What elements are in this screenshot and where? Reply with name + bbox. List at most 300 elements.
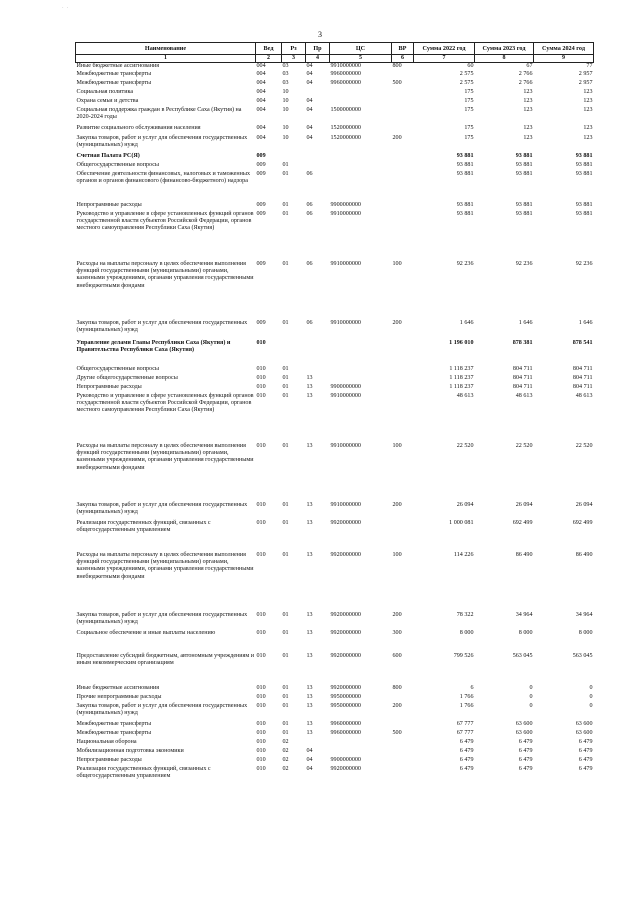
row-sum-2023: 48 613 [515,392,533,399]
row-pr: 13 [306,374,313,381]
row-rz: 10 [282,88,289,95]
col-header-cs: ЦС [330,43,392,55]
row-name: Непрограммные расходы [76,201,142,208]
row-vr: 200 [392,702,402,709]
row-ved: 009 [256,260,266,267]
row-rz: 02 [282,756,289,763]
row-rz: 02 [282,765,289,772]
row-rz: 01 [282,201,289,208]
row-ved: 010 [256,611,266,618]
row-pr: 06 [306,260,313,267]
row-vr: 500 [392,729,402,736]
row-pr [306,162,330,171]
row-cs: 9920000000 [330,765,361,772]
row-sum-2024: 93 881 [575,170,593,177]
row-sum-2023: 123 [523,124,533,131]
row-sum-2024: 0 [589,702,593,709]
table-row [76,653,594,685]
row-sum-2024: 92 236 [575,260,593,267]
col-number: 2 [256,55,282,63]
table-row [76,703,594,721]
row-sum-2022: 67 777 [456,720,474,727]
row-ved: 010 [256,765,266,772]
table-row [76,721,594,730]
row-rz: 01 [282,702,289,709]
row-ved: 010 [256,729,266,736]
col-number: 5 [330,55,392,63]
row-ved: 004 [256,124,266,131]
row-sum-2024: 93 881 [575,152,593,159]
row-sum-2024: 692 499 [572,519,593,526]
row-sum-2022: 1 196 010 [449,339,474,346]
row-sum-2024: 6 479 [578,756,593,763]
row-sum-2022: 60 [467,63,474,70]
row-pr: 13 [306,729,313,736]
row-sum-2022: 799 526 [453,652,474,659]
row-vr: 800 [392,684,402,691]
row-name: Иные бюджетные ассигнования [76,684,160,691]
row-sum-2024: 123 [583,134,593,141]
row-ved: 004 [256,97,266,104]
row-rz: 01 [282,365,289,372]
row-sum-2022: 175 [464,88,474,95]
row-sum-2022: 6 479 [459,756,474,763]
row-name: Реализация государственных функций, связанных с общегосударственным управлением [76,519,211,534]
row-sum-2023: 0 [529,702,533,709]
row-cs: 9910000000 [330,392,361,399]
row-sum-2022: 93 881 [456,210,474,217]
row-ved: 009 [256,161,266,168]
row-cs: 9910000000 [330,501,361,508]
row-name: Руководство и управление в сфере установленных функций органов государственной власти субъектов Российской Федерации, органов местного самоуправления Республики Саха (Якутия) [76,392,254,414]
row-name: Межбюджетные трансферты [76,720,152,727]
row-sum-2022: 6 [470,684,474,691]
col-header-vr: ВР [392,43,414,55]
col-number: 1 [76,55,256,63]
row-pr: 04 [306,134,313,141]
row-cs: 9950000000 [330,702,361,709]
row-name: Руководство и управление в сфере установленных функций органов государственной власти субъектов Российской Федерации, органов местного самоуправления Республики Саха (Якутия) [76,210,254,232]
row-vr [392,520,414,552]
row-ved: 010 [256,442,266,449]
row-vr [392,153,414,162]
table-row [76,366,594,375]
row-sum-2024: 123 [583,97,593,104]
row-vr [392,202,414,211]
row-cs: 9960000000 [330,70,361,77]
row-name: Межбюджетные трансферты [76,70,152,77]
row-sum-2023: 6 479 [518,756,533,763]
row-vr [392,384,414,393]
row-ved: 010 [256,738,266,745]
row-sum-2022: 175 [464,106,474,113]
row-sum-2023: 878 381 [512,339,533,346]
table-body [76,63,594,784]
row-name: Предоставление субсидий бюджетным, автономным учреждениям и иным некоммерческим организациям [76,652,255,667]
row-sum-2022: 78 322 [456,611,474,618]
row-vr: 200 [392,611,402,618]
table-row [76,757,594,766]
row-name: Иные бюджетные ассигнования [76,63,160,70]
row-sum-2023: 93 881 [515,201,533,208]
row-ved: 010 [256,374,266,381]
table-row [76,261,594,320]
row-pr: 13 [306,551,313,558]
row-sum-2024: 123 [583,124,593,131]
row-rz: 01 [282,501,289,508]
row-name: Непрограммные расходы [76,756,142,763]
row-vr: 200 [392,134,402,141]
row-rz: 01 [282,260,289,267]
row-vr: 100 [392,551,402,558]
table-row [76,375,594,384]
row-pr [306,89,330,98]
row-sum-2022: 175 [464,97,474,104]
row-sum-2023: 93 881 [515,152,533,159]
row-pr: 04 [306,97,313,104]
row-ved: 009 [256,319,266,326]
row-name: Расходы на выплаты персоналу в целях обеспечения выполнения функций государственными (муниципальными) органами, казенными учреждениями, органами управления государственными внебюджетными фондами [76,442,254,471]
table-row [76,107,594,125]
row-name: Закупка товаров, работ и услуг для обеспечения государственных (муниципальных) нужд [76,702,248,717]
row-sum-2023: 67 [526,63,533,70]
row-pr: 04 [306,63,313,70]
row-name: Развитие социального обслуживания населения [76,124,201,131]
row-rz: 01 [282,319,289,326]
row-sum-2022: 175 [464,134,474,141]
row-cs: 9900000000 [330,201,361,208]
table-row [76,739,594,748]
row-sum-2022: 93 881 [456,201,474,208]
row-vr: 200 [392,501,402,508]
row-rz: 02 [282,738,289,745]
row-vr [392,171,414,202]
row-rz [282,340,306,366]
row-name: Реализация государственных функций, связанных с общегосударственным управлением [76,765,211,780]
table-row [76,320,594,340]
row-pr: 13 [306,501,313,508]
row-name: Закупка товаров, работ и услуг для обеспечения государственных (муниципальных) нужд [76,319,248,334]
row-cs [330,340,392,366]
row-pr: 13 [306,442,313,449]
table-row [76,340,594,366]
row-rz: 01 [282,629,289,636]
row-rz: 10 [282,124,289,131]
row-sum-2022: 92 236 [456,260,474,267]
row-sum-2024: 93 881 [575,210,593,217]
row-vr [392,375,414,384]
col-header-sum-2022: Сумма 2022 год [414,43,475,55]
row-name: Счетная Палата РС(Я) [76,152,140,159]
row-pr: 04 [306,124,313,131]
row-cs: 9910000000 [330,260,361,267]
row-vr [392,89,414,98]
table-row [76,171,594,202]
table-row [76,502,594,520]
col-header-sum-2023: Сумма 2023 год [475,43,534,55]
row-rz: 01 [282,161,289,168]
row-sum-2022: 8 000 [459,629,474,636]
row-sum-2024: 93 881 [575,201,593,208]
row-sum-2024: 2 957 [578,79,593,86]
row-name: Расходы на выплаты персоналу в целях обеспечения выполнения функций государственными (муниципальными) органами, казенными учреждениями, органами управления государственными внебюджетными фондами [76,551,254,580]
col-number: 7 [414,55,475,63]
row-pr: 13 [306,611,313,618]
row-pr: 06 [306,210,313,217]
row-sum-2023: 92 236 [515,260,533,267]
row-sum-2023: 2 766 [518,70,533,77]
col-header-pr: Пр [306,43,330,55]
row-sum-2022: 1 118 237 [449,365,474,372]
row-pr [306,739,330,748]
table-row [76,612,594,630]
row-vr [392,125,414,135]
row-ved: 009 [256,152,266,159]
row-cs: 1500000000 [330,106,361,113]
row-ved: 010 [256,501,266,508]
row-vr [392,71,414,80]
row-sum-2024: 123 [583,106,593,113]
row-name: Общегосударственные вопросы [76,365,160,372]
row-sum-2022: 2 575 [459,79,474,86]
row-pr: 04 [306,79,313,86]
row-sum-2023: 6 479 [518,738,533,745]
row-sum-2024: 8 000 [578,629,593,636]
row-sum-2024: 804 711 [572,365,593,372]
row-ved: 004 [256,88,266,95]
row-sum-2022: 1 646 [459,319,474,326]
row-sum-2023: 0 [529,693,533,700]
row-cs: 9910000000 [330,210,361,217]
row-rz: 01 [282,519,289,526]
row-vr [392,694,414,703]
scan-corner-mark: · · [62,6,70,11]
row-sum-2024: 48 613 [575,392,593,399]
row-sum-2023: 563 045 [512,652,533,659]
row-pr: 13 [306,720,313,727]
row-sum-2022: 1 118 237 [449,383,474,390]
row-sum-2022: 1 766 [459,693,474,700]
row-rz: 01 [282,693,289,700]
row-cs: 9920000000 [330,611,361,618]
table-row [76,552,594,612]
col-header-rz: Рз [282,43,306,55]
row-sum-2024: 123 [583,88,593,95]
table-row [76,71,594,80]
row-name: Охрана семьи и детства [76,97,139,104]
row-vr [392,739,414,748]
row-cs [330,748,392,757]
col-number: 9 [534,55,594,63]
row-vr [392,107,414,125]
row-ved: 004 [256,79,266,86]
row-sum-2024: 0 [589,693,593,700]
table-row [76,748,594,757]
row-name: Межбюджетные трансферты [76,729,152,736]
row-rz: 03 [282,63,289,70]
row-sum-2024: 804 711 [572,383,593,390]
row-pr [306,366,330,375]
table-row [76,80,594,89]
row-pr: 13 [306,629,313,636]
row-sum-2024: 63 600 [575,729,593,736]
row-rz: 10 [282,97,289,104]
row-pr: 06 [306,201,313,208]
row-sum-2023: 123 [523,97,533,104]
row-ved: 010 [256,684,266,691]
row-rz: 01 [282,374,289,381]
row-sum-2024: 22 520 [575,442,593,449]
row-name: Социальная политика [76,88,134,95]
row-vr [392,340,414,366]
row-sum-2023: 93 881 [515,170,533,177]
row-name: Управление делами Главы Республики Саха (Якутия) и Правительства Республики Саха (Якутия) [76,339,231,354]
row-sum-2024: 6 479 [578,747,593,754]
row-name: Другие общегосударственные вопросы [76,374,178,381]
row-pr: 04 [306,765,313,772]
col-header-name: Наименование [76,43,256,55]
row-sum-2023: 8 000 [518,629,533,636]
row-pr: 04 [306,756,313,763]
row-name: Закупка товаров, работ и услуг для обеспечения государственных (муниципальных) нужд [76,134,248,149]
row-sum-2023: 26 094 [515,501,533,508]
row-pr: 06 [306,319,313,326]
table-row [76,630,594,653]
row-cs [330,739,392,748]
row-sum-2022: 2 575 [459,70,474,77]
row-cs [330,162,392,171]
row-rz: 01 [282,684,289,691]
row-ved: 004 [256,134,266,141]
row-vr [392,162,414,171]
row-name: Закупка товаров, работ и услуг для обеспечения государственных (муниципальных) нужд [76,501,248,516]
row-name: Национальная оборона [76,738,137,745]
row-pr: 04 [306,70,313,77]
row-cs [330,98,392,107]
row-sum-2022: 6 479 [459,765,474,772]
row-sum-2024: 1 646 [578,319,593,326]
table-row [76,443,594,502]
row-sum-2023: 692 499 [512,519,533,526]
row-ved: 009 [256,210,266,217]
row-ved: 010 [256,383,266,390]
row-sum-2022: 93 881 [456,170,474,177]
col-number: 3 [282,55,306,63]
row-cs: 9920000000 [330,551,361,558]
row-sum-2023: 6 479 [518,747,533,754]
row-rz: 01 [282,392,289,399]
table-row [76,125,594,135]
table-row [76,685,594,694]
table-row [76,89,594,98]
row-sum-2024: 878 541 [572,339,593,346]
row-rz: 01 [282,551,289,558]
row-sum-2024: 34 964 [575,611,593,618]
row-name: Непрограммные расходы [76,383,142,390]
table-row [76,202,594,211]
row-sum-2024: 63 600 [575,720,593,727]
row-sum-2023: 804 711 [512,374,533,381]
row-rz [282,153,306,162]
row-ved: 010 [256,652,266,659]
row-pr: 13 [306,383,313,390]
row-sum-2022: 175 [464,124,474,131]
table-row [76,135,594,153]
row-pr: 04 [306,747,313,754]
row-vr [392,721,414,730]
row-pr: 04 [306,106,313,113]
row-cs: 9950000000 [330,693,361,700]
col-number: 4 [306,55,330,63]
row-sum-2024: 2 957 [578,70,593,77]
row-rz: 10 [282,134,289,141]
row-cs: 9960000000 [330,79,361,86]
row-sum-2022: 26 094 [456,501,474,508]
row-rz: 03 [282,70,289,77]
table-row [76,730,594,739]
row-name: Расходы на выплаты персоналу в целях обеспечения выполнения функций государственными (муниципальными) органами, казенными учреждениями, органами управления государственными внебюджетными фондами [76,260,254,289]
row-sum-2023: 804 711 [512,365,533,372]
row-ved: 004 [256,70,266,77]
row-ved: 010 [256,365,266,372]
row-rz: 03 [282,79,289,86]
row-sum-2023: 93 881 [515,161,533,168]
row-pr: 13 [306,392,313,399]
row-name: Социальное обеспечение и иные выплаты населению [76,629,216,636]
row-vr: 100 [392,442,402,449]
row-rz: 01 [282,611,289,618]
row-sum-2024: 77 [586,63,593,70]
header-number-row [76,55,594,63]
row-rz: 01 [282,652,289,659]
budget-table [75,42,594,784]
row-sum-2023: 86 490 [515,551,533,558]
row-name: Социальная поддержка граждан в Республике Саха (Якутия) на 2020-2024 годы [76,106,242,121]
row-sum-2023: 804 711 [512,383,533,390]
page-number: 3 [318,30,322,39]
table-row [76,153,594,162]
row-sum-2022: 93 881 [456,152,474,159]
table-row [76,211,594,261]
row-sum-2023: 22 520 [515,442,533,449]
row-sum-2022: 1 766 [459,702,474,709]
row-sum-2023: 123 [523,106,533,113]
row-rz: 01 [282,170,289,177]
row-cs: 9920000000 [330,629,361,636]
row-vr: 800 [392,63,402,70]
row-cs: 9960000000 [330,720,361,727]
col-number: 6 [392,55,414,63]
row-sum-2022: 1 118 237 [449,374,474,381]
row-cs [330,375,392,384]
row-rz: 01 [282,442,289,449]
row-ved: 009 [256,170,266,177]
row-vr: 300 [392,629,402,636]
row-cs [330,89,392,98]
row-vr [392,748,414,757]
row-sum-2022: 1 000 081 [449,519,474,526]
row-vr [392,757,414,766]
row-rz: 01 [282,383,289,390]
row-pr: 13 [306,652,313,659]
row-cs: 9920000000 [330,519,361,526]
row-ved: 004 [256,106,266,113]
row-sum-2024: 93 881 [575,161,593,168]
row-ved: 010 [256,720,266,727]
row-vr [392,766,414,784]
row-sum-2023: 0 [529,684,533,691]
table-row [76,63,594,71]
